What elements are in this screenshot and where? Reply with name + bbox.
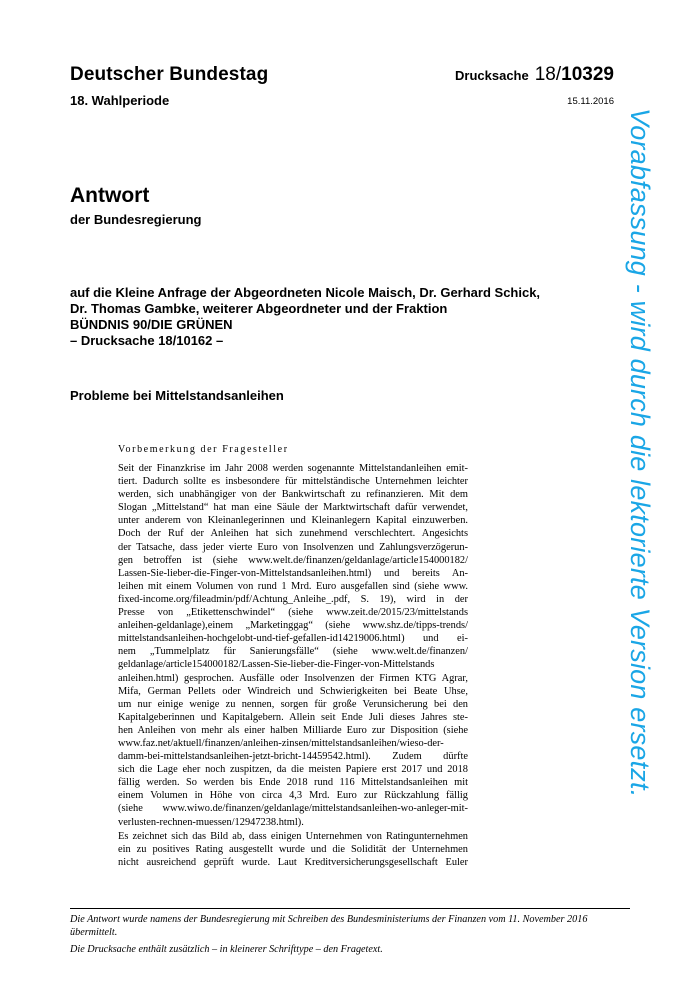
text-line: Seit der Finanzkrise im Jahr 2008 werden sogenannte Mittelstandanleihen emit-	[118, 463, 468, 474]
footnote-transmission: Die Antwort wurde namens der Bundesregierung mit Schreiben des Bundesministeriums der Finanzen vom 11. November 2016 übermittelt.	[70, 914, 588, 938]
text-line: einem Volumen in Höhe von circa 4,3 Mrd. Euro zur Rückzahlung fällig	[118, 790, 468, 802]
text-line: Mifa, German Pellets oder Windreich und Schwierigkeiten bei Beate Uhse,	[118, 685, 468, 697]
text-line: geldanlage/article154000182/Lassen-Sie-lieber-die-Finger-von-Mittelstands	[118, 659, 435, 671]
text-line: der Tatsache, dass jeder vierte Euro von Insolvenzen und Zahlungsverzögerun-	[118, 541, 468, 553]
text-line: verlusten-rechnen-muessen/12947238.html).	[118, 816, 304, 828]
document-number	[455, 64, 614, 86]
text-line: mittelstandsanleihen-hochgelobt-und-tief-gefallen-id14219006.html) und ei-	[118, 633, 468, 645]
footnote-divider	[70, 908, 630, 909]
text-line: damm-bei-mittelstandsanleihen-jetzt-bricht-14459542.html). Zudem dürfte	[118, 751, 468, 763]
document-number-prefix: 18/	[534, 64, 562, 85]
text-line: Lassen-Sie-lieber-die-Finger-von-Mittelstandsanleihen.html) und bereits An-	[118, 567, 468, 579]
text-line: www.faz.net/aktuell/finanzen/anleihen-zinsen/mittelstandsanleihen/wieso-der-	[118, 737, 444, 749]
text-line: nicht ausreichend geprüft wurde. Laut Kreditversicherungsgesellschaft Euler	[118, 857, 468, 869]
request-line: Dr. Thomas Gambke, weiterer Abgeordneter und der Fraktion	[70, 301, 448, 316]
preliminary-paragraph-1	[118, 462, 468, 829]
document-subtitle: der Bundesregierung	[70, 212, 202, 227]
text-line: tiert. Dadurch sollte es insbesondere für mittelständische Unternehmen leichter	[118, 476, 468, 488]
text-line: ein zu positives Rating ausgestellt wurde und die Solidität der Unternehmen	[118, 844, 468, 856]
preliminary-paragraph-2	[118, 830, 468, 869]
text-line: Es zeichnet sich das Bild ab, dass einigen Unternehmen von Ratingunternehmen	[118, 831, 468, 842]
text-line: Doch der Ruf der Anleihen hat sich zunehmend verschlechtert. Angesichts	[118, 528, 468, 540]
request-line: – Drucksache 18/10162 –	[70, 333, 224, 348]
document-number-value: 10329	[561, 64, 614, 85]
text-line: fixed-income.org/fileadmin/pdf/Achtung_Anleihe_.pdf, S. 19), wird in der	[118, 593, 468, 605]
text-line: anleihen.html) gesprochen. Ausfälle oder Insolvenzen der Firmen KTG Agrar,	[118, 672, 468, 684]
text-line: Presse von „Etikettenschwindel“ (siehe www.zeit.de/2015/23/mittelstands	[118, 607, 468, 619]
topic-heading: Probleme bei Mittelstandsanleihen	[70, 388, 284, 403]
legislative-period: 18. Wahlperiode	[70, 93, 170, 108]
text-line: um nur einige wenige zu nennen, sorgen für große Verunsicherung bei den	[118, 698, 468, 710]
footnote-question-text: Die Drucksache enthält zusätzlich – in kleinerer Schrifttype – den Fragetext.	[70, 944, 383, 955]
text-line: Kapitalgeberinnen und Kapitalgebern. Allein seit Ende Juli dieses Jahres ste-	[118, 711, 468, 723]
text-line: gen betroffen ist (siehe www.welt.de/finanzen/geldanlage/article154000182/	[118, 554, 468, 566]
text-line: leihen mit einem Volumen von rund 1 Mrd. Euro ausgefallen sind (siehe www.	[118, 580, 468, 592]
text-line: Slogan „Mittelstand“ hat man eine Säule der Marktwirtschaft dafür verwendet,	[118, 502, 468, 514]
text-line: sich die Lage eher noch zuspitzen, da die meisten Papiere erst 2017 und 2018	[118, 764, 468, 776]
text-line: anleihen-geldanlage),einem „Marketinggag“ (siehe www.shz.de/tipps-trends/	[118, 620, 468, 632]
text-line: fällig werden. So werden bis Ende 2018 rund 116 Mittelstandsanleihen mit	[118, 777, 468, 789]
draft-watermark: Vorabfassung - wird durch die lektorierte Version ersetzt.	[625, 108, 655, 798]
text-line: hen Anleihen von mehr als einer halben Milliarde Euro zur Disposition (siehe	[118, 724, 468, 736]
text-line: nem „Tummelplatz für Sanierungsfälle“ (siehe www.welt.de/finanzen/	[118, 646, 468, 658]
document-number-label: Drucksache	[455, 68, 529, 83]
organization-name: Deutscher Bundestag	[70, 64, 269, 85]
request-line: BÜNDNIS 90/DIE GRÜNEN	[70, 317, 233, 332]
preliminary-remark-heading: Vorbemerkung der Fragesteller	[118, 444, 289, 455]
document-date: 15.11.2016	[567, 96, 614, 107]
text-line: (siehe www.wiwo.de/finanzen/geldanlage/mittelstandsanleihen-wo-anleger-mit-	[118, 803, 468, 815]
document-title: Antwort	[70, 184, 150, 207]
text-line: werden, sich unabhängiger von der Bankwirtschaft zu refinanzieren. Mit dem	[118, 489, 468, 501]
text-line: unter anderem von Kleinanlegerinnen und Kleinanlegern Kapital einzuwerben.	[118, 515, 468, 527]
request-line: auf die Kleine Anfrage der Abgeordneten Nicole Maisch, Dr. Gerhard Schick,	[70, 285, 541, 300]
request-reference	[70, 285, 600, 349]
